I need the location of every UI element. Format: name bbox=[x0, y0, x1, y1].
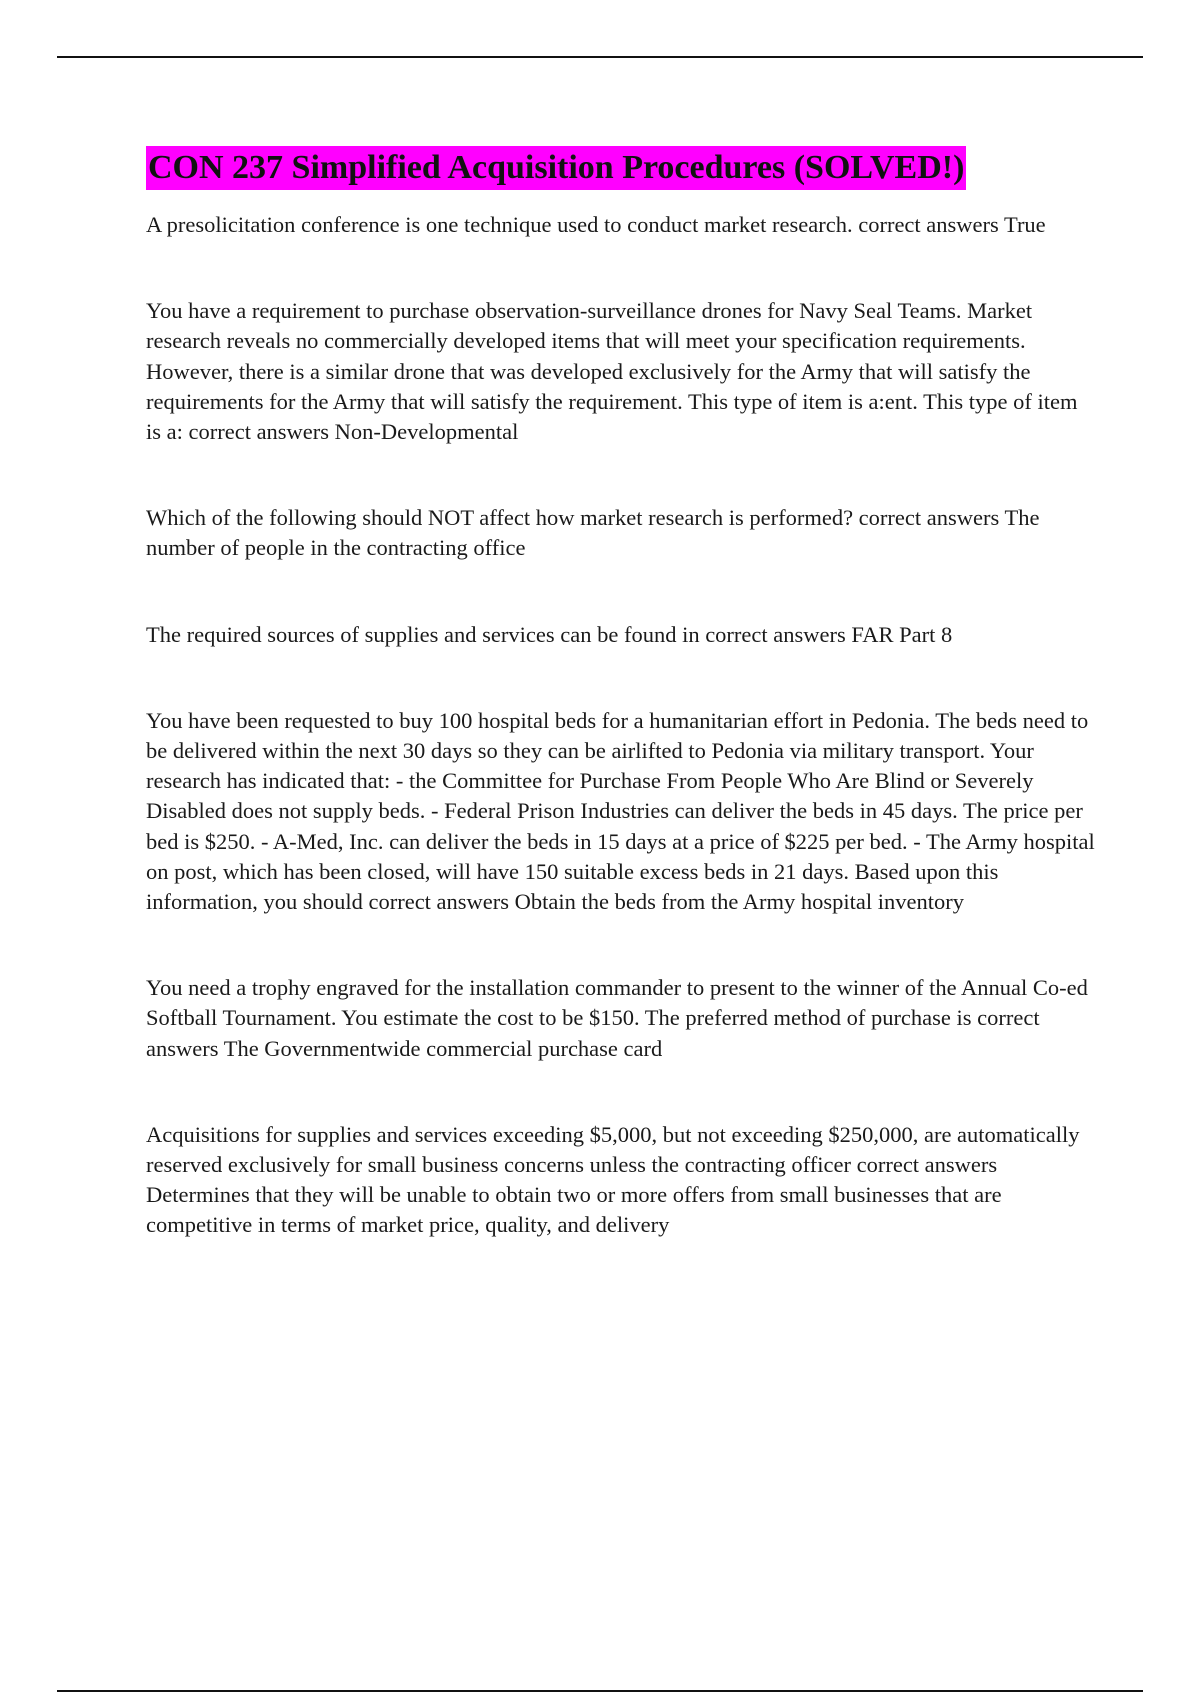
qa-item-1: A presolicitation conference is one technique used to conduct market research. correct answers True bbox=[146, 212, 1046, 237]
qa-item-2: You have a requirement to purchase observation-surveillance drones for Navy Seal Teams. Market research reveals no commercially developed items that will meet your specification requirements. However, there is a similar drone that was developed exclusively for the Army that will satisfy the requirements for the Army that will satisfy the requirement. This type of item is a:ent. This type of item is a: correct answers Non-Developmental bbox=[146, 298, 1078, 445]
qa-item-4: The required sources of supplies and services can be found in correct answers FAR Part 8 bbox=[146, 621, 953, 647]
document-title: CON 237 Simplified Acquisition Procedures (SOLVED!) bbox=[146, 146, 966, 190]
qa-item-3: Which of the following should NOT affect how market research is performed? correct answers The number of people in the contracting office bbox=[146, 505, 1040, 561]
qa-item-7: Acquisitions for supplies and services exceeding $5,000, but not exceeding $250,000, are automatically reserved exclusively for small business concerns unless the contracting officer correct answers Determines that they will be unable to obtain two or more offers from small businesses that are competitive in terms of market price, quality, and delivery bbox=[146, 1121, 1080, 1238]
header-rule bbox=[57, 56, 1143, 58]
qa-item-6: You need a trophy engraved for the installation commander to present to the winner of the Annual Co-ed Softball Tournament. You estimate the cost to be $150. The preferred method of purchase is correct answers The Governmentwide commercial purchase card bbox=[146, 975, 1088, 1061]
footer-rule bbox=[57, 1690, 1143, 1692]
qa-item-5: You have been requested to buy 100 hospital beds for a humanitarian effort in Pedonia. The beds need to be delivered within the next 30 days so they can be airlifted to Pedonia via military transport. Your research has indicated that: - the Committee for Purchase From People Who Are Blind or Severely Disabled does not supply beds. - Federal Prison Industries can deliver the beds in 45 days. The price per bed is $250. - A-Med, Inc. can deliver the beds in 15 days at a price of $225 per bed. - The Army hospital on post, which has been closed, will have 150 suitable excess beds in 21 days. Based upon this information, you should correct answers Obtain the beds from the Army hospital inventory bbox=[146, 707, 1095, 915]
document-body bbox=[146, 146, 1096, 1241]
